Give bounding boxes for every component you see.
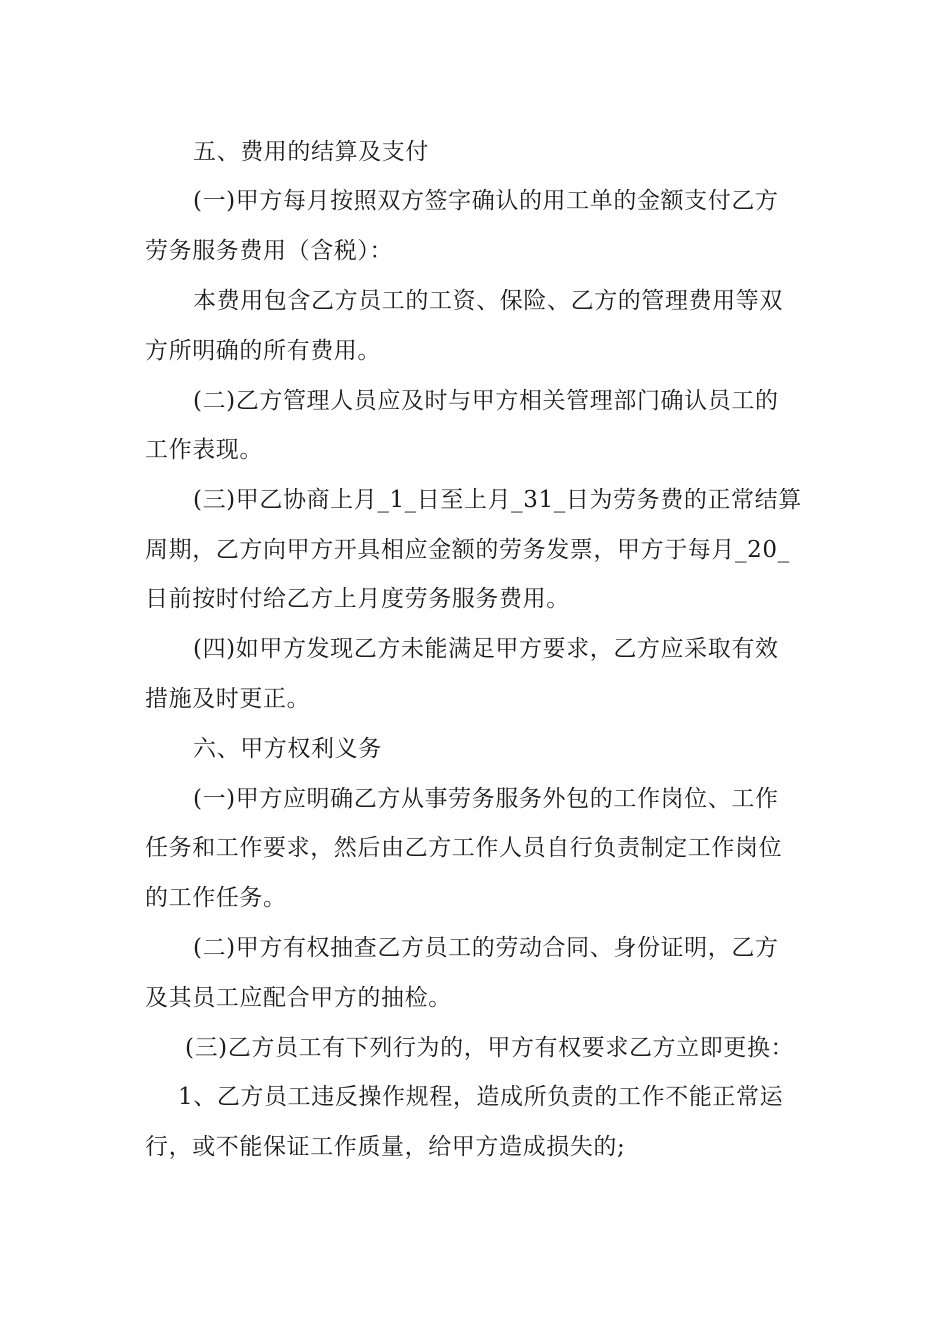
paragraph-line: 本费用包含乙方员工的工资、保险、乙方的管理费用等双 bbox=[193, 288, 783, 314]
paragraph-line: 任务和工作要求，然后由乙方工作人员自行负责制定工作岗位 bbox=[145, 835, 783, 861]
paragraph-line: (四)如甲方发现乙方未能满足甲方要求，乙方应采取有效 bbox=[193, 636, 779, 662]
paragraph-line: 措施及时更正。 bbox=[145, 686, 311, 712]
paragraph-line: 周期，乙方向甲方开具相应金额的劳务发票，甲方于每月_20_ bbox=[145, 537, 790, 563]
paragraph-line: 方所明确的所有费用。 bbox=[145, 338, 381, 364]
paragraph-line: 及其员工应配合甲方的抽检。 bbox=[145, 985, 452, 1011]
paragraph-line: 日前按时付给乙方上月度劳务服务费用。 bbox=[145, 586, 570, 612]
paragraph-line: (二)甲方有权抽查乙方员工的劳动合同、身份证明，乙方 bbox=[193, 935, 779, 961]
paragraph-line: (二)乙方管理人员应及时与甲方相关管理部门确认员工的 bbox=[193, 388, 779, 414]
paragraph-line: (三)乙方员工有下列行为的，甲方有权要求乙方立即更换： bbox=[185, 1035, 795, 1061]
paragraph-line: 劳务服务费用（含税）： bbox=[145, 238, 394, 264]
paragraph-line: 的工作任务。 bbox=[145, 885, 287, 911]
paragraph-line: (一)甲方每月按照双方签字确认的用工单的金额支付乙方 bbox=[193, 188, 779, 214]
paragraph-line: (一)甲方应明确乙方从事劳务服务外包的工作岗位、工作 bbox=[193, 786, 779, 812]
list-item-line: 行，或不能保证工作质量，给甲方造成损失的; bbox=[145, 1134, 626, 1160]
section-heading-5: 五、费用的结算及支付 bbox=[193, 139, 429, 165]
section-heading-6: 六、甲方权利义务 bbox=[193, 736, 382, 762]
list-item-line: 1、乙方员工违反操作规程，造成所负责的工作不能正常运 bbox=[178, 1084, 784, 1110]
paragraph-line: (三)甲乙协商上月_1_日至上月_31_日为劳务费的正常结算 bbox=[193, 487, 802, 513]
paragraph-line: 工作表现。 bbox=[145, 437, 263, 463]
